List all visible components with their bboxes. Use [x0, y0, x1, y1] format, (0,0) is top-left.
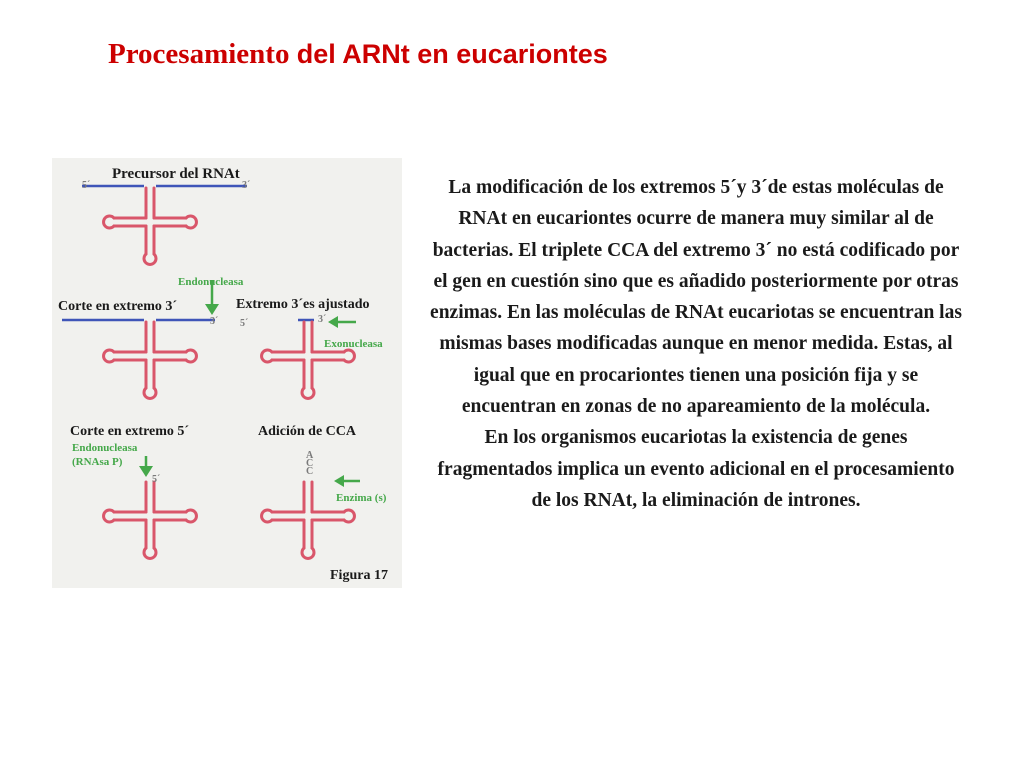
label-cca-letters: A C C [306, 450, 314, 477]
label-adjusted-3: Extremo 3´es ajustado [236, 297, 370, 312]
cut-5-molecule [104, 482, 197, 558]
label-5-prime-cut5: 5´ [152, 474, 161, 485]
label-cut-3: Corte en extremo 3´ [58, 299, 178, 314]
paragraph-2: En los organismos eucariotas la existencia de genes fragmentados implica un evento adicional en el procesamiento de los RNAt, la eliminación de intrones. [437, 427, 955, 511]
label-5-prime-adjusted: 5´ [240, 318, 249, 329]
label-precursor: Precursor del RNAt [112, 166, 240, 182]
adjusted-3-molecule [262, 320, 355, 398]
label-5-prime-precursor: 5´ [82, 180, 91, 191]
cut-3-molecule [62, 320, 215, 398]
precursor-molecule [82, 186, 247, 264]
trna-diagram [52, 158, 402, 588]
slide-title [108, 38, 608, 71]
label-3-prime-adjusted: 3´ [318, 314, 327, 325]
label-rnase-p: (RNAsa P) [72, 456, 123, 468]
label-endonuclease-1: Endonucleasa [178, 276, 244, 288]
label-3-prime-precursor: 3´ [242, 180, 251, 191]
label-3-prime-cut: 3´ [210, 316, 219, 327]
title-serif: Procesamiento [108, 38, 290, 70]
label-endonuclease-2: Endonucleasa [72, 442, 138, 454]
body-text [430, 172, 962, 516]
trna-processing-figure [52, 158, 402, 588]
label-cut-5: Corte en extremo 5´ [70, 424, 190, 439]
label-enzyme: Enzima (s) [336, 492, 387, 504]
label-figure-number: Figura 17 [330, 568, 388, 583]
label-exonuclease: Exonucleasa [324, 338, 383, 350]
paragraph-1: La modificación de los extremos 5´y 3´de estas moléculas de RNAt en eucariontes ocurre de manera muy similar al de bacterias. El triplete CCA del extremo 3´ no está codificado por el gen en cuestión sino que es añadido posteriormente por otras enzimas. En las moléculas de RNAt eucariotas se encuentran las mismas bases modificadas aunque en menor medida. Estas, al igual que en procariontes tienen una posición fija y se encuentran en zonas de no apareamiento de la molécula. [430, 177, 962, 418]
title-sans: del ARNt en eucariontes [296, 39, 608, 69]
label-cca-addition: Adición de CCA [258, 424, 357, 439]
